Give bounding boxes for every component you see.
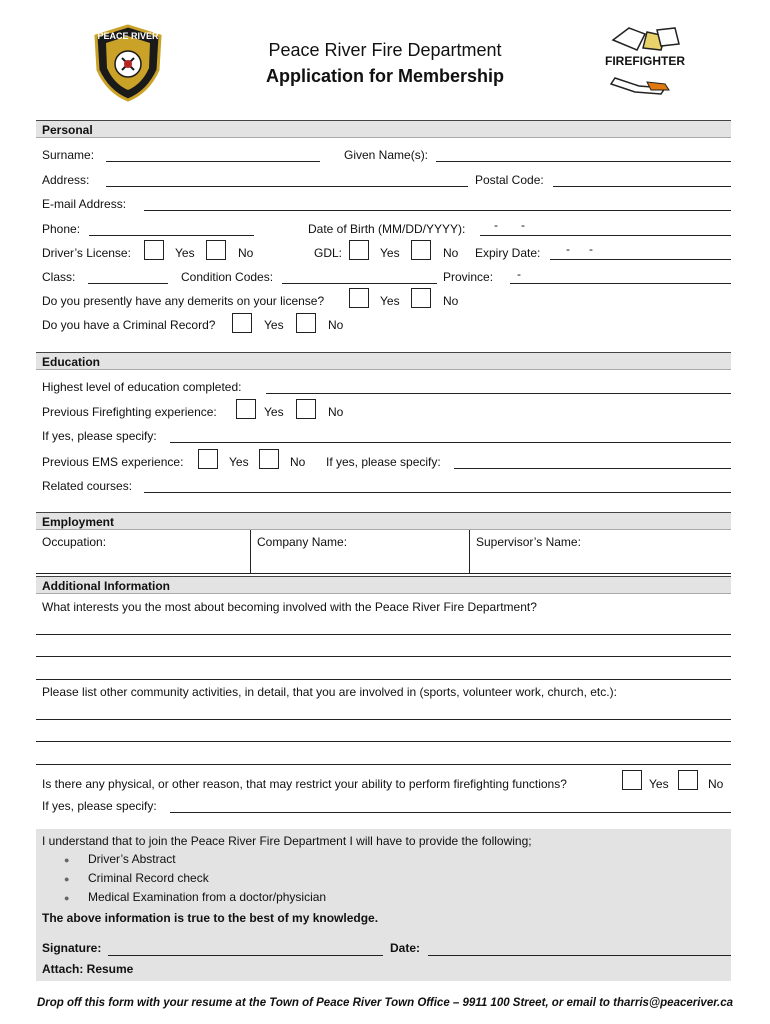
section-additional-information: Additional Information xyxy=(36,576,731,594)
yes-label: Yes xyxy=(264,318,284,332)
activities-answer-line[interactable] xyxy=(36,764,731,765)
supervisor-name-field[interactable] xyxy=(471,531,729,573)
firefighter-badge xyxy=(595,24,695,96)
signature-label: Signature: xyxy=(42,941,102,955)
demerits-yes-checkbox[interactable] xyxy=(349,288,369,308)
gdl-no-checkbox[interactable] xyxy=(411,240,431,260)
dob-field[interactable] xyxy=(480,235,731,236)
interest-answer-line[interactable] xyxy=(36,634,731,635)
demerits-question: Do you presently have any demerits on your license? xyxy=(42,294,325,308)
ff-exp-no-checkbox[interactable] xyxy=(296,399,316,419)
no-label: No xyxy=(443,294,459,308)
no-label: No xyxy=(290,455,306,469)
date-label: Date: xyxy=(390,941,421,955)
declaration-statement: The above information is true to the best of my knowledge. xyxy=(42,911,379,925)
given-name-field[interactable] xyxy=(436,161,731,162)
gdl-label: GDL: xyxy=(314,246,343,260)
surname-field[interactable] xyxy=(106,161,320,162)
ems-yes-checkbox[interactable] xyxy=(198,449,218,469)
ff-specify-field[interactable] xyxy=(170,442,731,443)
criminal-no-checkbox[interactable] xyxy=(296,313,316,333)
province-separator: - xyxy=(517,267,521,281)
activities-answer-line[interactable] xyxy=(36,741,731,742)
criminal-yes-checkbox[interactable] xyxy=(232,313,252,333)
bullet-icon: ● xyxy=(64,874,70,884)
phone-field[interactable] xyxy=(89,235,254,236)
yes-label: Yes xyxy=(380,294,400,308)
yes-label: Yes xyxy=(649,777,669,791)
restriction-specify-label: If yes, please specify: xyxy=(42,799,157,813)
restriction-yes-checkbox[interactable] xyxy=(622,770,642,790)
criminal-record-question: Do you have a Criminal Record? xyxy=(42,318,216,332)
surname-label: Surname: xyxy=(42,148,95,162)
condition-codes-field[interactable] xyxy=(282,283,437,284)
demerits-no-checkbox[interactable] xyxy=(411,288,431,308)
column-divider xyxy=(250,530,251,574)
postal-code-field[interactable] xyxy=(553,186,731,187)
expiry-date-field[interactable] xyxy=(550,259,731,260)
section-education: Education xyxy=(36,352,731,370)
peace-river-logo xyxy=(88,22,168,102)
supervisor-name-label: Supervisor’s Name: xyxy=(476,535,581,549)
activities-answer-line[interactable] xyxy=(36,719,731,720)
dob-separator: - xyxy=(494,218,498,232)
restriction-no-checkbox[interactable] xyxy=(678,770,698,790)
company-name-label: Company Name: xyxy=(257,535,348,549)
interest-answer-line[interactable] xyxy=(36,679,731,680)
expiry-separator: - xyxy=(566,242,570,256)
requirement-item: Driver’s Abstract xyxy=(88,852,176,866)
no-label: No xyxy=(328,318,344,332)
ff-specify-label: If yes, please specify: xyxy=(42,429,157,443)
section-personal: Personal xyxy=(36,120,731,138)
email-label: E-mail Address: xyxy=(42,197,127,211)
logo-text: PEACE RIVER xyxy=(97,31,159,41)
province-field[interactable] xyxy=(510,283,731,284)
badge-label: FIREFIGHTER xyxy=(605,54,685,68)
related-courses-field[interactable] xyxy=(144,492,731,493)
ff-exp-yes-checkbox[interactable] xyxy=(236,399,256,419)
attach-resume-label: Attach: Resume xyxy=(42,962,134,976)
occupation-label: Occupation: xyxy=(42,535,107,549)
section-employment: Employment xyxy=(36,512,731,530)
condition-codes-label: Condition Codes: xyxy=(181,270,274,284)
interest-answer-line[interactable] xyxy=(36,656,731,657)
page-title: Peace River Fire Department xyxy=(268,40,502,60)
expiry-date-label: Expiry Date: xyxy=(475,246,541,260)
highest-education-label: Highest level of education completed: xyxy=(42,380,242,394)
phone-label: Phone: xyxy=(42,222,81,236)
address-label: Address: xyxy=(42,173,90,187)
restriction-specify-field[interactable] xyxy=(170,812,731,813)
bullet-icon: ● xyxy=(64,893,70,903)
bullet-icon: ● xyxy=(64,855,70,865)
footer-instructions: Drop off this form with your resume at the Town of Peace River Town Office – 9911 100 Street, or email to tharris@peaceriver.ca xyxy=(36,997,734,1009)
firefighting-experience-label: Previous Firefighting experience: xyxy=(42,405,217,419)
requirement-item: Criminal Record check xyxy=(88,871,209,885)
yes-label: Yes xyxy=(175,246,195,260)
date-field[interactable] xyxy=(428,955,731,956)
expiry-separator: - xyxy=(589,242,593,256)
drivers-license-label: Driver’s License: xyxy=(42,246,131,260)
class-field[interactable] xyxy=(88,283,168,284)
no-label: No xyxy=(708,777,724,791)
yes-label: Yes xyxy=(264,405,284,419)
restriction-question: Is there any physical, or other reason, that may restrict your ability to perform firefighting functions? xyxy=(42,777,567,791)
related-courses-label: Related courses: xyxy=(42,479,133,493)
given-name-label: Given Name(s): xyxy=(344,148,429,162)
email-field[interactable] xyxy=(144,210,731,211)
company-name-field[interactable] xyxy=(252,531,469,573)
dob-label: Date of Birth (MM/DD/YYYY): xyxy=(308,222,466,236)
no-label: No xyxy=(328,405,344,419)
license-no-checkbox[interactable] xyxy=(206,240,226,260)
class-label: Class: xyxy=(42,270,76,284)
address-field[interactable] xyxy=(106,186,468,187)
no-label: No xyxy=(443,246,459,260)
license-yes-checkbox[interactable] xyxy=(144,240,164,260)
gdl-yes-checkbox[interactable] xyxy=(349,240,369,260)
page-subtitle: Application for Membership xyxy=(265,66,505,86)
declaration-intro: I understand that to join the Peace River Fire Department I will have to provide the following; xyxy=(42,834,532,848)
highest-education-field[interactable] xyxy=(266,393,731,394)
yes-label: Yes xyxy=(229,455,249,469)
yes-label: Yes xyxy=(380,246,400,260)
ems-no-checkbox[interactable] xyxy=(259,449,279,469)
column-divider xyxy=(469,530,470,574)
community-activities-question: Please list other community activities, in detail, that you are involved in (sports, volunteer work, church, etc.): xyxy=(42,685,617,699)
ems-experience-label: Previous EMS experience: xyxy=(42,455,184,469)
occupation-field[interactable] xyxy=(37,531,249,573)
interest-question: What interests you the most about becoming involved with the Peace River Fire Department? xyxy=(42,600,537,614)
signature-field[interactable] xyxy=(108,955,383,956)
dob-separator: - xyxy=(521,218,525,232)
no-label: No xyxy=(238,246,254,260)
requirement-item: Medical Examination from a doctor/physician xyxy=(88,890,327,904)
ems-specify-label: If yes, please specify: xyxy=(326,455,441,469)
ems-specify-field[interactable] xyxy=(454,468,731,469)
province-label: Province: xyxy=(443,270,494,284)
postal-code-label: Postal Code: xyxy=(475,173,544,187)
